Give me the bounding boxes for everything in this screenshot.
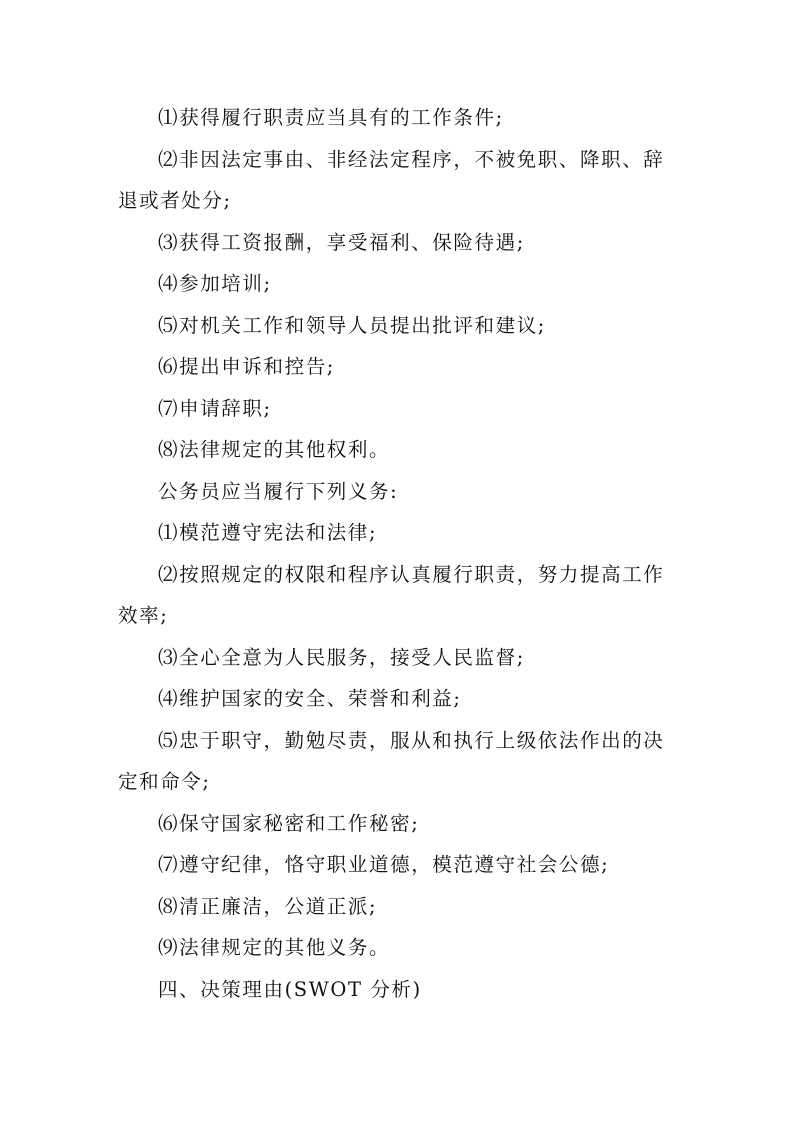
paragraph-duty-5: ⑸忠于职守，勤勉尽责，服从和执行上级依法作出的决定和命令; (118, 728, 665, 793)
paragraph-right-4: ⑷参加培训; (158, 272, 272, 295)
paragraph-duty-9: ⑼法律规定的其他义务。 (158, 936, 391, 959)
paragraph-right-2: ⑵非因法定事由、非经法定程序，不被免职、降职、辞退或者处分; (118, 147, 665, 212)
paragraph-duty-2: ⑵按照规定的权限和程序认真履行职责，努力提高工作效率; (118, 562, 665, 627)
section-heading-swot: 四、决策理由(SWOT 分析) (158, 977, 422, 1001)
paragraph-duty-8: ⑻清正廉洁，公道正派; (158, 894, 378, 918)
paragraph-right-6: ⑹提出申诉和控告; (158, 355, 335, 378)
paragraph-right-1: ⑴获得履行职责应当具有的工作条件; (158, 106, 504, 129)
paragraph-duty-7: ⑺遵守纪律，恪守职业道德，模范遵守社会公德; (158, 853, 610, 876)
paragraph-duty-1: ⑴模范遵守宪法和法律; (158, 521, 378, 544)
paragraph-right-3: ⑶获得工资报酬，享受福利、保险待遇; (158, 230, 525, 254)
paragraph-right-7: ⑺申请辞职; (158, 396, 272, 420)
paragraph-right-8: ⑻法律规定的其他权利。 (158, 438, 391, 461)
paragraph-duties-heading: 公务员应当履行下列义务: (158, 479, 399, 503)
paragraph-right-5: ⑸对机关工作和领导人员提出批评和建议; (158, 313, 546, 337)
paragraph-duty-3: ⑶全心全意为人民服务，接受人民监督; (158, 645, 525, 669)
document-body (118, 97, 678, 1010)
paragraph-duty-4: ⑷维护国家的安全、荣誉和利益; (158, 687, 462, 710)
paragraph-duty-6: ⑹保守国家秘密和工作秘密; (158, 811, 420, 835)
